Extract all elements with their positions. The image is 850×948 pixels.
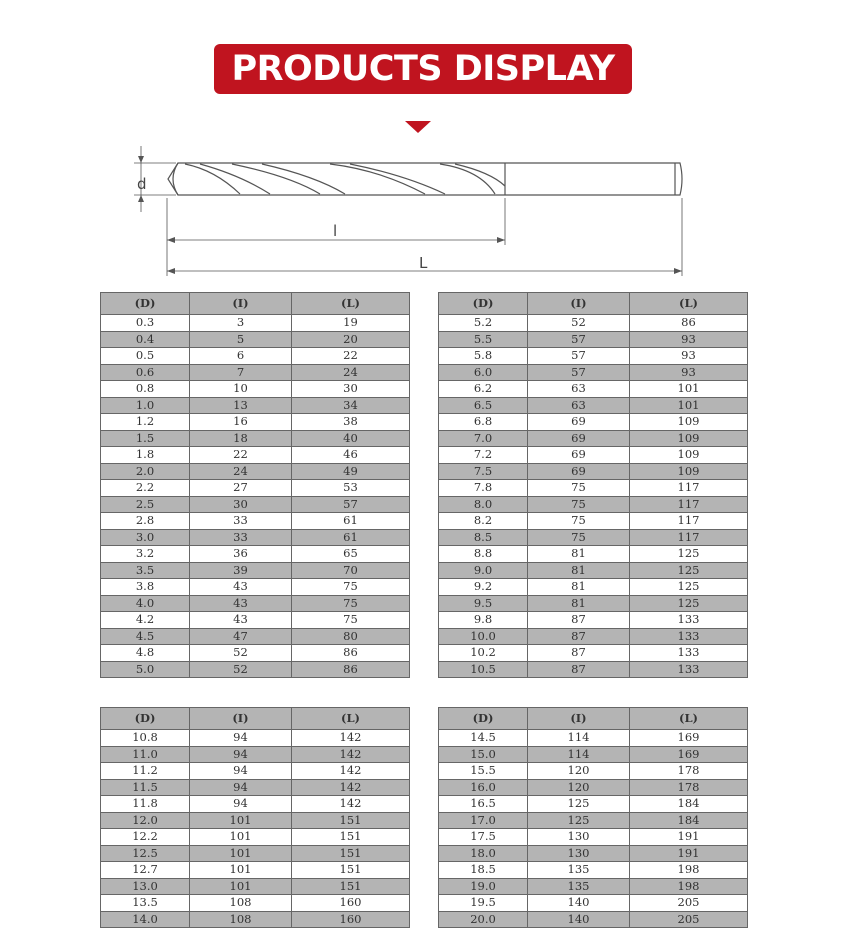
cell-l: 19: [292, 315, 410, 332]
cell-l: 191: [630, 829, 748, 846]
cell-d: 2.0: [101, 463, 190, 480]
cell-i: 18: [190, 430, 292, 447]
cell-d: 9.0: [439, 562, 528, 579]
cell-i: 135: [528, 862, 630, 879]
cell-i: 69: [528, 414, 630, 431]
cell-i: 120: [528, 779, 630, 796]
spec-table-2: [438, 292, 748, 678]
spec-table-3: [100, 707, 410, 928]
cell-i: 22: [190, 447, 292, 464]
cell-l: 151: [292, 829, 410, 846]
cell-i: 6: [190, 348, 292, 365]
cell-i: 47: [190, 628, 292, 645]
cell-i: 16: [190, 414, 292, 431]
cell-d: 13.0: [101, 878, 190, 895]
cell-l: 80: [292, 628, 410, 645]
cell-l: 65: [292, 546, 410, 563]
cell-d: 16.0: [439, 779, 528, 796]
cell-l: 178: [630, 763, 748, 780]
section-title: PRODUCTS DISPLAY: [231, 49, 615, 89]
table-row: [439, 397, 748, 414]
table-row: [439, 364, 748, 381]
cell-l: 133: [630, 645, 748, 662]
table-row: [101, 331, 410, 348]
table-row: [439, 645, 748, 662]
cell-d: 10.2: [439, 645, 528, 662]
cell-l: 57: [292, 496, 410, 513]
table-row: [439, 829, 748, 846]
cell-l: 40: [292, 430, 410, 447]
cell-d: 17.0: [439, 812, 528, 829]
cell-i: 52: [190, 645, 292, 662]
cell-l: 34: [292, 397, 410, 414]
cell-l: 61: [292, 513, 410, 530]
table-row: [439, 911, 748, 928]
cell-d: 12.7: [101, 862, 190, 879]
cell-l: 169: [630, 746, 748, 763]
cell-i: 69: [528, 430, 630, 447]
cell-i: 63: [528, 381, 630, 398]
cell-d: 8.2: [439, 513, 528, 530]
label-L: L: [419, 254, 428, 272]
table-row: [101, 397, 410, 414]
cell-i: 101: [190, 878, 292, 895]
cell-d: 16.5: [439, 796, 528, 813]
cell-l: 117: [630, 480, 748, 497]
cell-i: 81: [528, 579, 630, 596]
header-l: (L): [292, 708, 410, 730]
table-row: [101, 746, 410, 763]
cell-d: 15.0: [439, 746, 528, 763]
table-row: [101, 911, 410, 928]
cell-i: 57: [528, 364, 630, 381]
table-row: [101, 381, 410, 398]
cell-d: 2.5: [101, 496, 190, 513]
table-row: [101, 878, 410, 895]
cell-i: 33: [190, 529, 292, 546]
cell-l: 151: [292, 845, 410, 862]
cell-d: 5.2: [439, 315, 528, 332]
table-row: [439, 496, 748, 513]
cell-d: 14.5: [439, 730, 528, 747]
cell-d: 9.2: [439, 579, 528, 596]
header-i: (I): [190, 293, 292, 315]
table-row: [101, 895, 410, 912]
cell-l: 191: [630, 845, 748, 862]
cell-i: 43: [190, 595, 292, 612]
cell-d: 17.5: [439, 829, 528, 846]
cell-i: 81: [528, 562, 630, 579]
cell-i: 120: [528, 763, 630, 780]
cell-l: 93: [630, 348, 748, 365]
table-row: [101, 779, 410, 796]
cell-d: 9.8: [439, 612, 528, 629]
table-row: [101, 447, 410, 464]
cell-i: 3: [190, 315, 292, 332]
cell-l: 53: [292, 480, 410, 497]
cell-d: 14.0: [101, 911, 190, 928]
cell-l: 20: [292, 331, 410, 348]
cell-l: 109: [630, 414, 748, 431]
header-i: (I): [528, 293, 630, 315]
table-row: [439, 414, 748, 431]
cell-l: 142: [292, 763, 410, 780]
cell-d: 2.8: [101, 513, 190, 530]
cell-l: 160: [292, 911, 410, 928]
cell-l: 75: [292, 595, 410, 612]
cell-i: 94: [190, 779, 292, 796]
cell-d: 1.2: [101, 414, 190, 431]
cell-d: 18.5: [439, 862, 528, 879]
cell-i: 108: [190, 911, 292, 928]
header-i: (I): [190, 708, 292, 730]
cell-i: 39: [190, 562, 292, 579]
cell-l: 117: [630, 513, 748, 530]
cell-i: 52: [528, 315, 630, 332]
table-row: [439, 878, 748, 895]
cell-i: 130: [528, 829, 630, 846]
cell-l: 38: [292, 414, 410, 431]
cell-l: 125: [630, 562, 748, 579]
table-row: [439, 480, 748, 497]
cell-i: 69: [528, 447, 630, 464]
header-i: (I): [528, 708, 630, 730]
table-row: [439, 628, 748, 645]
cell-l: 151: [292, 878, 410, 895]
label-d: d: [137, 175, 147, 193]
table-row: [439, 529, 748, 546]
spec-table-4: [438, 707, 748, 928]
table-row: [439, 315, 748, 332]
cell-i: 33: [190, 513, 292, 530]
table-row: [439, 562, 748, 579]
cell-l: 205: [630, 895, 748, 912]
table-row: [101, 661, 410, 678]
cell-l: 75: [292, 612, 410, 629]
cell-d: 15.5: [439, 763, 528, 780]
cell-d: 11.0: [101, 746, 190, 763]
cell-i: 87: [528, 628, 630, 645]
cell-l: 198: [630, 862, 748, 879]
cell-i: 94: [190, 763, 292, 780]
cell-d: 12.0: [101, 812, 190, 829]
cell-d: 3.0: [101, 529, 190, 546]
cell-d: 7.8: [439, 480, 528, 497]
cell-i: 36: [190, 546, 292, 563]
cell-d: 12.2: [101, 829, 190, 846]
header-d: (D): [439, 708, 528, 730]
cell-l: 125: [630, 579, 748, 596]
header-d: (D): [439, 293, 528, 315]
header-l: (L): [630, 293, 748, 315]
table-row: [439, 348, 748, 365]
cell-d: 0.3: [101, 315, 190, 332]
table-row: [439, 381, 748, 398]
cell-l: 160: [292, 895, 410, 912]
cell-l: 93: [630, 364, 748, 381]
cell-l: 125: [630, 546, 748, 563]
cell-i: 101: [190, 812, 292, 829]
table-row: [439, 447, 748, 464]
cell-l: 86: [292, 661, 410, 678]
cell-l: 86: [630, 315, 748, 332]
cell-d: 7.5: [439, 463, 528, 480]
cell-d: 5.5: [439, 331, 528, 348]
cell-i: 140: [528, 911, 630, 928]
cell-d: 3.2: [101, 546, 190, 563]
table-row: [101, 315, 410, 332]
cell-l: 142: [292, 730, 410, 747]
cell-d: 5.8: [439, 348, 528, 365]
table-row: [101, 546, 410, 563]
header-l: (L): [292, 293, 410, 315]
cell-d: 19.0: [439, 878, 528, 895]
table-row: [101, 414, 410, 431]
cell-i: 7: [190, 364, 292, 381]
label-l: l: [333, 222, 338, 240]
cell-l: 142: [292, 746, 410, 763]
cell-i: 81: [528, 546, 630, 563]
cell-d: 0.6: [101, 364, 190, 381]
cell-i: 135: [528, 878, 630, 895]
cell-d: 7.0: [439, 430, 528, 447]
cell-i: 94: [190, 730, 292, 747]
cell-d: 12.5: [101, 845, 190, 862]
table-row: [439, 862, 748, 879]
cell-l: 117: [630, 496, 748, 513]
cell-i: 75: [528, 496, 630, 513]
cell-l: 109: [630, 430, 748, 447]
table-row: [101, 612, 410, 629]
cell-d: 5.0: [101, 661, 190, 678]
cell-d: 8.8: [439, 546, 528, 563]
table-row: [439, 463, 748, 480]
table-row: [439, 612, 748, 629]
cell-i: 52: [190, 661, 292, 678]
cell-d: 18.0: [439, 845, 528, 862]
table-row: [439, 331, 748, 348]
cell-l: 70: [292, 562, 410, 579]
cell-i: 108: [190, 895, 292, 912]
cell-l: 49: [292, 463, 410, 480]
cell-d: 3.8: [101, 579, 190, 596]
cell-l: 24: [292, 364, 410, 381]
cell-d: 0.8: [101, 381, 190, 398]
table-row: [101, 579, 410, 596]
cell-i: 125: [528, 796, 630, 813]
cell-l: 109: [630, 463, 748, 480]
cell-i: 87: [528, 645, 630, 662]
table-row: [101, 480, 410, 497]
cell-d: 20.0: [439, 911, 528, 928]
cell-i: 30: [190, 496, 292, 513]
cell-d: 0.4: [101, 331, 190, 348]
cell-l: 86: [292, 645, 410, 662]
cell-i: 69: [528, 463, 630, 480]
table-row: [101, 730, 410, 747]
table-row: [439, 513, 748, 530]
cell-l: 198: [630, 878, 748, 895]
table-row: [101, 829, 410, 846]
cell-i: 125: [528, 812, 630, 829]
cell-d: 0.5: [101, 348, 190, 365]
spec-table-1: [100, 292, 410, 678]
cell-d: 4.5: [101, 628, 190, 645]
cell-l: 133: [630, 661, 748, 678]
cell-i: 75: [528, 529, 630, 546]
cell-d: 8.0: [439, 496, 528, 513]
cell-i: 63: [528, 397, 630, 414]
cell-l: 133: [630, 628, 748, 645]
cell-l: 101: [630, 381, 748, 398]
cell-i: 24: [190, 463, 292, 480]
cell-i: 114: [528, 746, 630, 763]
cell-i: 101: [190, 862, 292, 879]
cell-i: 75: [528, 480, 630, 497]
table-row: [439, 430, 748, 447]
table-row: [101, 845, 410, 862]
cell-d: 10.8: [101, 730, 190, 747]
table-row: [439, 779, 748, 796]
cell-l: 61: [292, 529, 410, 546]
header-d: (D): [101, 708, 190, 730]
table-row: [439, 546, 748, 563]
table-row: [439, 730, 748, 747]
cell-i: 43: [190, 579, 292, 596]
cell-d: 13.5: [101, 895, 190, 912]
table-row: [101, 763, 410, 780]
table-row: [439, 895, 748, 912]
cell-l: 46: [292, 447, 410, 464]
cell-l: 142: [292, 779, 410, 796]
cell-l: 101: [630, 397, 748, 414]
cell-d: 4.8: [101, 645, 190, 662]
table-row: [101, 562, 410, 579]
cell-d: 6.5: [439, 397, 528, 414]
cell-d: 4.0: [101, 595, 190, 612]
cell-d: 11.8: [101, 796, 190, 813]
cell-d: 7.2: [439, 447, 528, 464]
table-row: [439, 595, 748, 612]
cell-i: 27: [190, 480, 292, 497]
cell-d: 3.5: [101, 562, 190, 579]
table-row: [101, 595, 410, 612]
cell-l: 22: [292, 348, 410, 365]
cell-l: 178: [630, 779, 748, 796]
cell-l: 117: [630, 529, 748, 546]
cell-d: 8.5: [439, 529, 528, 546]
cell-l: 125: [630, 595, 748, 612]
cell-l: 109: [630, 447, 748, 464]
table-row: [101, 645, 410, 662]
cell-d: 1.0: [101, 397, 190, 414]
cell-d: 2.2: [101, 480, 190, 497]
cell-d: 9.5: [439, 595, 528, 612]
cell-d: 10.5: [439, 661, 528, 678]
cell-i: 130: [528, 845, 630, 862]
table-row: [101, 862, 410, 879]
cell-i: 57: [528, 348, 630, 365]
cell-l: 205: [630, 911, 748, 928]
cell-d: 1.5: [101, 430, 190, 447]
cell-l: 184: [630, 796, 748, 813]
table-row: [439, 763, 748, 780]
header-l: (L): [630, 708, 748, 730]
table-row: [101, 513, 410, 530]
cell-d: 10.0: [439, 628, 528, 645]
cell-i: 87: [528, 612, 630, 629]
cell-i: 94: [190, 796, 292, 813]
cell-i: 57: [528, 331, 630, 348]
table-row: [439, 746, 748, 763]
cell-l: 75: [292, 579, 410, 596]
cell-i: 5: [190, 331, 292, 348]
cell-l: 169: [630, 730, 748, 747]
cell-l: 151: [292, 862, 410, 879]
table-row: [101, 496, 410, 513]
table-row: [439, 796, 748, 813]
cell-l: 133: [630, 612, 748, 629]
cell-d: 6.2: [439, 381, 528, 398]
cell-i: 114: [528, 730, 630, 747]
cell-d: 11.5: [101, 779, 190, 796]
cell-l: 184: [630, 812, 748, 829]
cell-l: 93: [630, 331, 748, 348]
table-row: [101, 529, 410, 546]
table-row: [439, 812, 748, 829]
cell-d: 1.8: [101, 447, 190, 464]
cell-i: 75: [528, 513, 630, 530]
cell-d: 4.2: [101, 612, 190, 629]
drill-bit-diagram: [0, 0, 850, 290]
table-row: [101, 348, 410, 365]
table-row: [101, 463, 410, 480]
cell-d: 19.5: [439, 895, 528, 912]
cell-d: 6.8: [439, 414, 528, 431]
table-row: [101, 364, 410, 381]
header-d: (D): [101, 293, 190, 315]
cell-l: 142: [292, 796, 410, 813]
table-row: [439, 661, 748, 678]
cell-l: 30: [292, 381, 410, 398]
cell-i: 81: [528, 595, 630, 612]
table-row: [439, 845, 748, 862]
cell-i: 87: [528, 661, 630, 678]
table-row: [101, 628, 410, 645]
table-row: [101, 812, 410, 829]
table-row: [101, 430, 410, 447]
cell-i: 94: [190, 746, 292, 763]
table-row: [101, 796, 410, 813]
cell-d: 11.2: [101, 763, 190, 780]
table-row: [439, 579, 748, 596]
cell-i: 13: [190, 397, 292, 414]
cell-i: 101: [190, 829, 292, 846]
cell-i: 140: [528, 895, 630, 912]
cell-i: 101: [190, 845, 292, 862]
cell-d: 6.0: [439, 364, 528, 381]
cell-l: 151: [292, 812, 410, 829]
cell-i: 43: [190, 612, 292, 629]
cell-i: 10: [190, 381, 292, 398]
